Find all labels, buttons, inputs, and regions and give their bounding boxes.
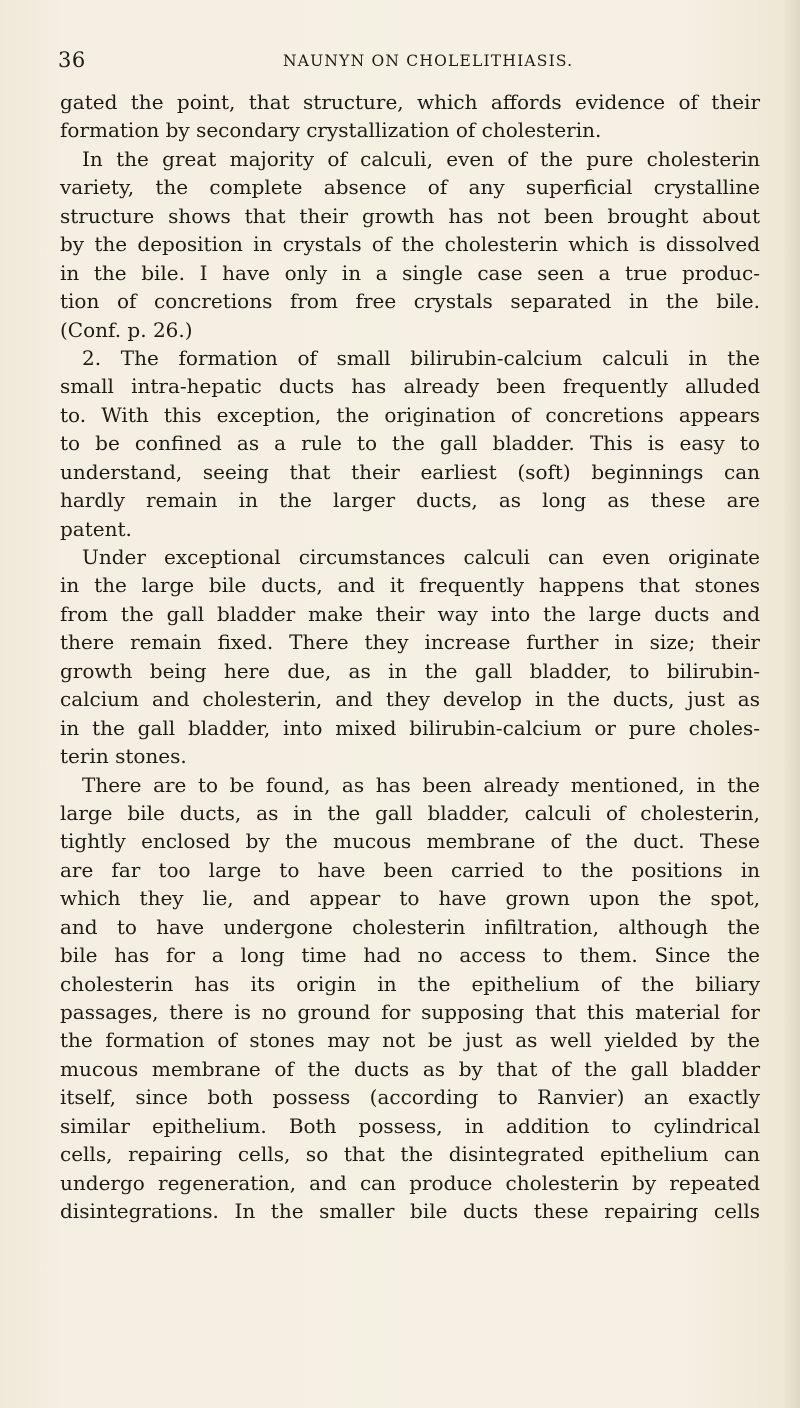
text-line: 2. The formation of small bilirubin-calcium calculi in the — [82, 345, 760, 370]
text-line: cells, repairing cells, so that the disintegrated epithelium can — [60, 1142, 760, 1167]
text-line: by the deposition in crystals of the cholesterin which is dissolved — [60, 232, 760, 257]
text-line: in the bile. I have only in a single case seen a true produc- — [60, 260, 760, 285]
text-line: from the gall bladder make their way into the large ducts and — [60, 601, 760, 626]
body-text — [60, 88, 760, 1226]
text-line: variety, the complete absence of any superficial crystalline — [60, 175, 760, 200]
text-line: structure shows that their growth has not been brought about — [60, 203, 760, 228]
text-line: are far too large to have been carried to the positions in — [60, 857, 760, 882]
text-line: hardly remain in the larger ducts, as long as these are — [60, 488, 760, 513]
page-number: 36 — [58, 48, 86, 72]
text-line: In the great majority of calculi, even of the pure cholesterin — [82, 146, 760, 171]
text-line: bile has for a long time had no access to them. Since the — [60, 943, 760, 968]
text-line: in the large bile ducts, and it frequently happens that stones — [60, 573, 760, 598]
text-line: passages, there is no ground for supposing that this material for — [60, 1000, 760, 1024]
text-line: and to have undergone cholesterin infiltration, although the — [60, 914, 760, 939]
text-line: there remain fixed. There they increase further in size; their — [60, 630, 760, 655]
text-line: There are to be found, as has been already mentioned, in the — [82, 772, 760, 797]
text-line: (Conf. p. 26.) — [60, 317, 193, 342]
text-line: itself, since both possess (according to Ranvier) an exactly — [60, 1085, 760, 1110]
text-line: calcium and cholesterin, and they develop in the ducts, just as — [60, 687, 760, 712]
text-line: understand, seeing that their earliest (soft) beginnings can — [60, 459, 760, 484]
text-line: to. With this exception, the origination of concretions appears — [60, 402, 760, 427]
text-line: growth being here due, as in the gall bladder, to bilirubin- — [60, 658, 760, 683]
text-line: patent. — [60, 516, 132, 541]
text-line: to be confined as a rule to the gall bladder. This is easy to — [60, 431, 760, 456]
text-line: similar epithelium. Both possess, in addition to cylindrical — [60, 1113, 760, 1138]
text-line: mucous membrane of the ducts as by that of the gall bladder — [60, 1056, 760, 1081]
text-line: cholesterin has its origin in the epithelium of the biliary — [60, 971, 760, 996]
running-head — [58, 48, 758, 78]
text-line: large bile ducts, as in the gall bladder, calculi of cholesterin, — [60, 800, 760, 825]
text-line: disintegrations. In the smaller bile ducts these repairing cells — [60, 1199, 760, 1224]
text-line: small intra-hepatic ducts has already been frequently alluded — [60, 374, 760, 399]
text-line: tion of concretions from free crystals separated in the bile. — [60, 289, 760, 314]
text-line: terin stones. — [60, 744, 187, 769]
running-title: NAUNYN ON CHOLELITHIASIS. — [283, 52, 574, 70]
text-line: Under exceptional circumstances calculi can even originate — [82, 545, 760, 569]
text-line: formation by secondary crystallization of cholesterin. — [60, 118, 602, 143]
page-edge-shadow — [782, 0, 800, 1408]
text-line: in the gall bladder, into mixed bilirubin-calcium or pure choles- — [60, 715, 760, 740]
text-line: undergo regeneration, and can produce cholesterin by repeated — [60, 1170, 760, 1195]
text-line: gated the point, that structure, which affords evidence of their — [60, 90, 760, 114]
text-line: which they lie, and appear to have grown upon the spot, — [60, 886, 760, 911]
text-line: the formation of stones may not be just as well yielded by the — [60, 1028, 760, 1053]
text-line: tightly enclosed by the mucous membrane of the duct. These — [60, 829, 760, 854]
